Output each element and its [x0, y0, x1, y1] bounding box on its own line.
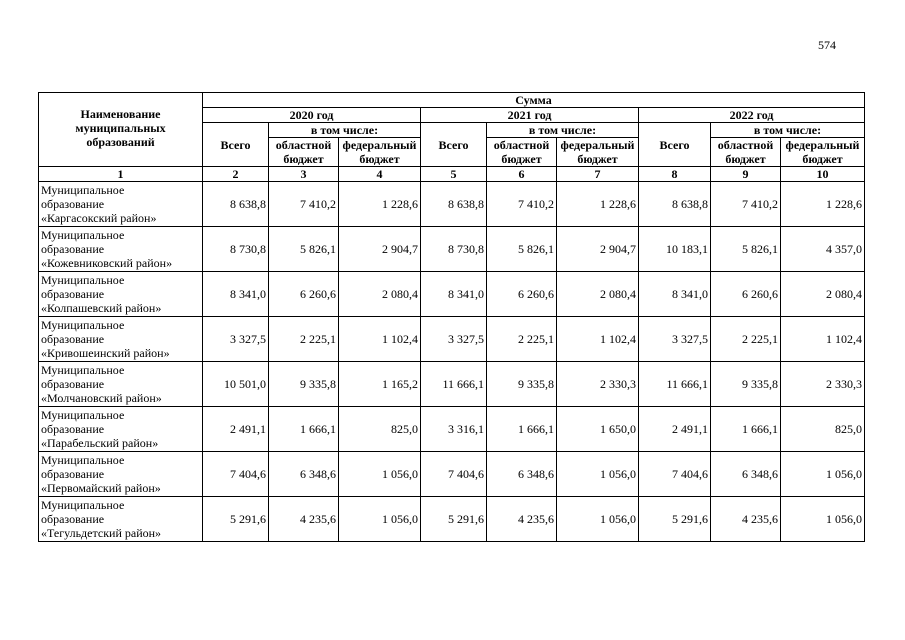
value-cell: 5 291,6 [421, 497, 487, 542]
value-cell: 1 666,1 [269, 407, 339, 452]
municipality-name-line: Муниципальное [41, 183, 125, 197]
column-number: 5 [421, 167, 487, 182]
value-cell: 8 341,0 [421, 272, 487, 317]
municipality-name-line: «Молчановский район» [41, 391, 162, 405]
value-cell: 4 235,6 [269, 497, 339, 542]
value-cell: 4 235,6 [487, 497, 557, 542]
value-cell: 8 638,8 [203, 182, 269, 227]
value-cell: 1 228,6 [781, 182, 865, 227]
value-cell: 6 348,6 [487, 452, 557, 497]
table-row [39, 497, 865, 542]
header-year-2021: 2021 год [421, 108, 639, 123]
value-cell: 5 291,6 [203, 497, 269, 542]
value-cell: 8 730,8 [421, 227, 487, 272]
column-number: 8 [639, 167, 711, 182]
municipality-name-line: Муниципальное [41, 453, 125, 467]
table-row [39, 362, 865, 407]
municipality-name-line: Муниципальное [41, 363, 125, 377]
value-cell: 2 080,4 [339, 272, 421, 317]
value-cell: 2 225,1 [487, 317, 557, 362]
value-cell: 3 327,5 [639, 317, 711, 362]
header-federal-2020: федеральный бюджет [339, 138, 421, 167]
value-cell: 5 826,1 [711, 227, 781, 272]
value-cell: 8 730,8 [203, 227, 269, 272]
value-cell: 1 228,6 [557, 182, 639, 227]
header-including-2022: в том числе: [711, 123, 865, 138]
municipality-name-line: «Первомайский район» [41, 481, 161, 495]
value-cell: 6 260,6 [711, 272, 781, 317]
table-row [39, 317, 865, 362]
municipality-name-line: образование [41, 512, 105, 526]
table-row [39, 227, 865, 272]
value-cell: 825,0 [781, 407, 865, 452]
municipality-name-line: «Парабельский район» [41, 436, 159, 450]
value-cell: 1 056,0 [781, 497, 865, 542]
value-cell: 2 080,4 [781, 272, 865, 317]
value-cell: 1 102,4 [781, 317, 865, 362]
column-number: 7 [557, 167, 639, 182]
table-body [39, 182, 865, 542]
value-cell: 1 650,0 [557, 407, 639, 452]
value-cell: 1 666,1 [487, 407, 557, 452]
value-cell: 1 056,0 [339, 497, 421, 542]
value-cell: 3 316,1 [421, 407, 487, 452]
value-cell: 3 327,5 [421, 317, 487, 362]
value-cell: 4 357,0 [781, 227, 865, 272]
municipality-name [39, 452, 203, 497]
value-cell: 7 410,2 [487, 182, 557, 227]
header-regional-2020: областной бюджет [269, 138, 339, 167]
value-cell: 9 335,8 [487, 362, 557, 407]
municipality-name [39, 272, 203, 317]
column-number-row [39, 167, 865, 182]
municipality-name-line: образование [41, 377, 105, 391]
value-cell: 6 260,6 [487, 272, 557, 317]
value-cell: 7 410,2 [711, 182, 781, 227]
municipality-name-line: Муниципальное [41, 408, 125, 422]
header-federal-2021: федеральный бюджет [557, 138, 639, 167]
column-number: 9 [711, 167, 781, 182]
budget-table [38, 92, 865, 542]
value-cell: 5 826,1 [269, 227, 339, 272]
column-number: 10 [781, 167, 865, 182]
value-cell: 2 330,3 [781, 362, 865, 407]
value-cell: 8 638,8 [639, 182, 711, 227]
column-number: 2 [203, 167, 269, 182]
municipality-name-line: «Каргасокский район» [41, 211, 157, 225]
value-cell: 2 080,4 [557, 272, 639, 317]
value-cell: 7 410,2 [269, 182, 339, 227]
value-cell: 6 260,6 [269, 272, 339, 317]
municipality-name-line: Муниципальное [41, 228, 125, 242]
municipality-name-line: Муниципальное [41, 498, 125, 512]
header-year-2022: 2022 год [639, 108, 865, 123]
value-cell: 2 491,1 [203, 407, 269, 452]
value-cell: 1 056,0 [339, 452, 421, 497]
municipality-name [39, 407, 203, 452]
value-cell: 1 056,0 [557, 452, 639, 497]
value-cell: 7 404,6 [203, 452, 269, 497]
value-cell: 9 335,8 [711, 362, 781, 407]
column-number: 1 [39, 167, 203, 182]
header-total-2022: Всего [639, 123, 711, 167]
municipality-name-line: «Кривошеинский район» [41, 346, 170, 360]
municipality-name-line: Муниципальное [41, 318, 125, 332]
value-cell: 2 904,7 [339, 227, 421, 272]
municipality-name-line: образование [41, 332, 105, 346]
header-including-2020: в том числе: [269, 123, 421, 138]
value-cell: 2 491,1 [639, 407, 711, 452]
value-cell: 1 056,0 [781, 452, 865, 497]
municipality-name-line: образование [41, 242, 105, 256]
table-row [39, 272, 865, 317]
value-cell: 10 183,1 [639, 227, 711, 272]
header-including-2021: в том числе: [487, 123, 639, 138]
header-sum: Сумма [203, 93, 865, 108]
value-cell: 6 348,6 [269, 452, 339, 497]
page-number: 574 [818, 38, 836, 52]
value-cell: 825,0 [339, 407, 421, 452]
table-row [39, 452, 865, 497]
value-cell: 10 501,0 [203, 362, 269, 407]
table-row [39, 407, 865, 452]
value-cell: 11 666,1 [421, 362, 487, 407]
municipality-name-line: образование [41, 287, 105, 301]
value-cell: 9 335,8 [269, 362, 339, 407]
value-cell: 2 904,7 [557, 227, 639, 272]
municipality-name-line: «Кожевниковский район» [41, 256, 173, 270]
municipality-name-line: «Колпашевский район» [41, 301, 162, 315]
value-cell: 2 225,1 [269, 317, 339, 362]
value-cell: 8 341,0 [203, 272, 269, 317]
value-cell: 1 165,2 [339, 362, 421, 407]
value-cell: 1 102,4 [557, 317, 639, 362]
municipality-name [39, 317, 203, 362]
value-cell: 2 330,3 [557, 362, 639, 407]
municipality-name [39, 362, 203, 407]
municipality-name [39, 497, 203, 542]
value-cell: 7 404,6 [421, 452, 487, 497]
header-regional-2021: областной бюджет [487, 138, 557, 167]
value-cell: 5 826,1 [487, 227, 557, 272]
column-number: 3 [269, 167, 339, 182]
value-cell: 5 291,6 [639, 497, 711, 542]
value-cell: 2 225,1 [711, 317, 781, 362]
value-cell: 1 666,1 [711, 407, 781, 452]
municipality-name-line: образование [41, 197, 105, 211]
value-cell: 1 056,0 [557, 497, 639, 542]
value-cell: 8 341,0 [639, 272, 711, 317]
header-year-2020: 2020 год [203, 108, 421, 123]
value-cell: 3 327,5 [203, 317, 269, 362]
column-number: 6 [487, 167, 557, 182]
header-federal-2022: федеральный бюджет [781, 138, 865, 167]
table-row [39, 182, 865, 227]
municipality-name-line: образование [41, 422, 105, 436]
municipality-name-line: «Тегульдетский район» [41, 526, 162, 540]
municipality-name [39, 227, 203, 272]
value-cell: 4 235,6 [711, 497, 781, 542]
header-name: Наименование муниципальных образований [39, 93, 203, 167]
value-cell: 1 102,4 [339, 317, 421, 362]
value-cell: 8 638,8 [421, 182, 487, 227]
value-cell: 11 666,1 [639, 362, 711, 407]
municipality-name [39, 182, 203, 227]
header-regional-2022: областной бюджет [711, 138, 781, 167]
municipality-name-line: образование [41, 467, 105, 481]
column-number: 4 [339, 167, 421, 182]
value-cell: 6 348,6 [711, 452, 781, 497]
header-total-2021: Всего [421, 123, 487, 167]
header-total-2020: Всего [203, 123, 269, 167]
value-cell: 7 404,6 [639, 452, 711, 497]
value-cell: 1 228,6 [339, 182, 421, 227]
municipality-name-line: Муниципальное [41, 273, 125, 287]
